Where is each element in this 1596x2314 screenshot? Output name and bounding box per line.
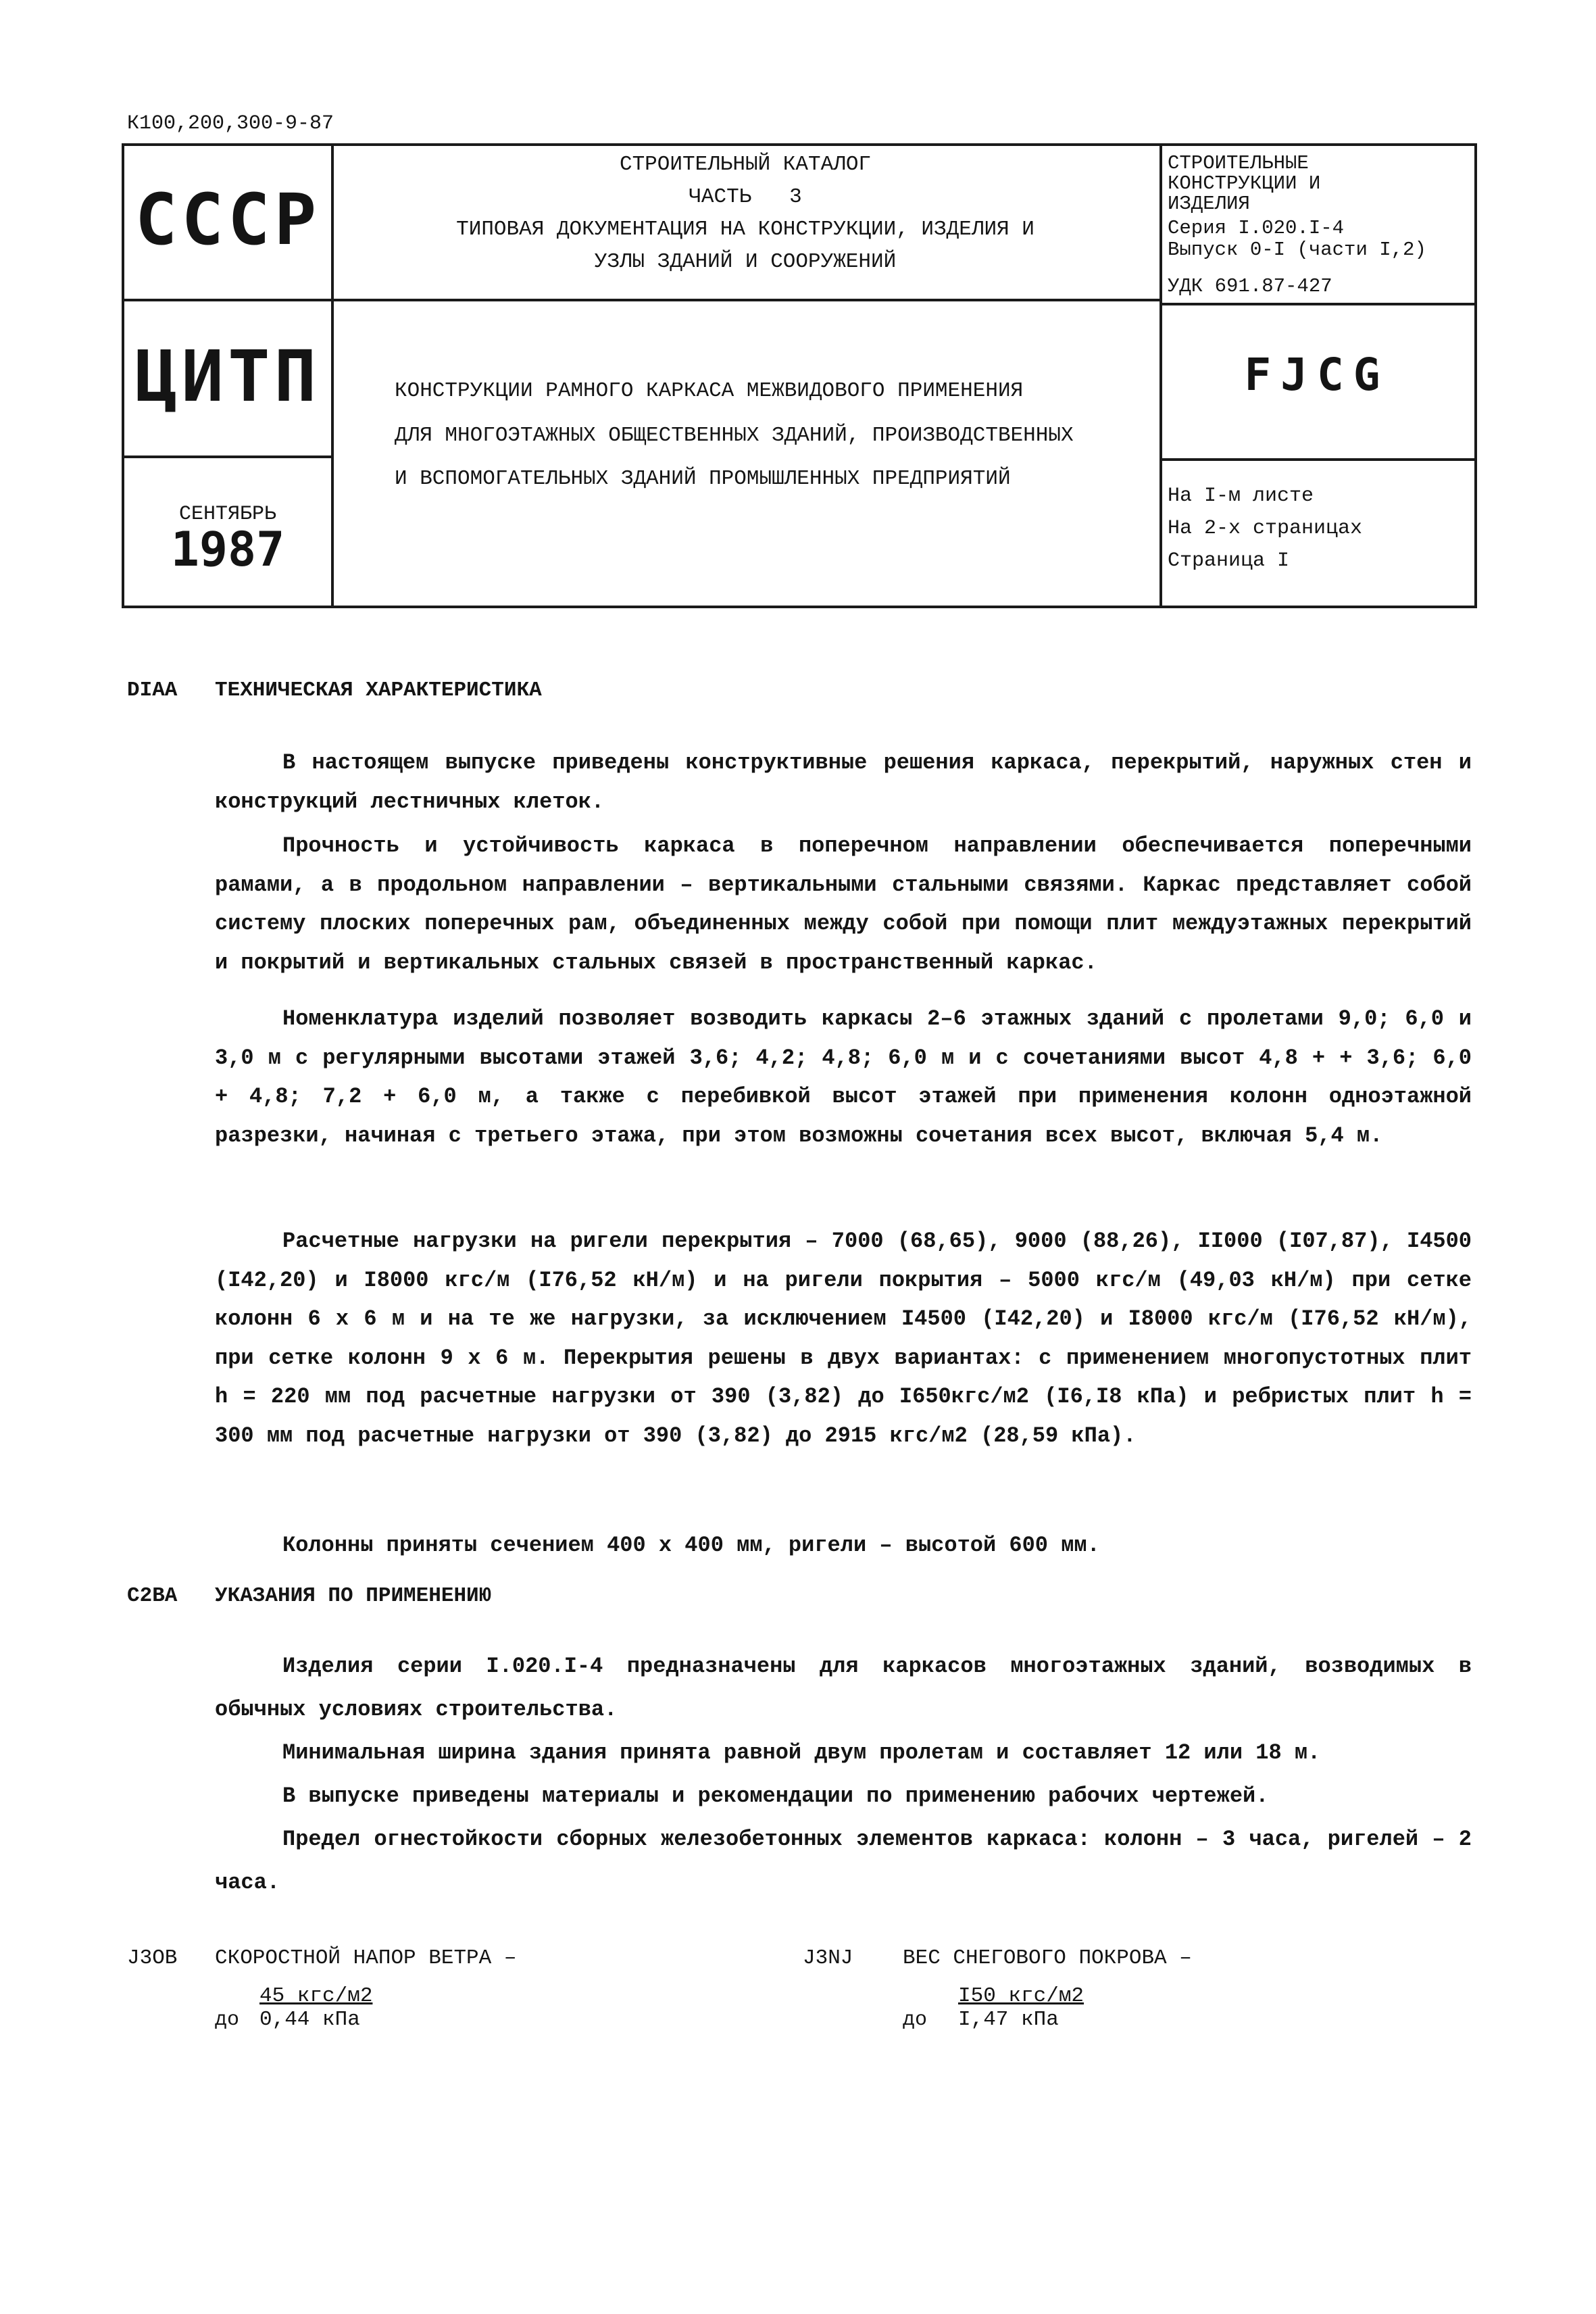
snow-kpa: I,47 кПа: [958, 2008, 1059, 2032]
title-line: КОНСТРУКЦИИ РАМНОГО КАРКАСА МЕЖВИДОВОГО ПРИМЕНЕНИЯ: [395, 379, 1024, 403]
year-label: 1987: [170, 522, 285, 577]
header-divider: [331, 299, 1159, 301]
wind-title: СКОРОСТНОЙ НАПОР ВЕТРА –: [215, 1946, 517, 1970]
paragraph: Колонны приняты сечением 400 х 400 мм, ригели – высотой 600 мм.: [282, 1533, 1100, 1558]
series-line: Серия I.020.I-4: [1168, 217, 1345, 239]
paragraph: Номенклатура изделий позволяет возводить каркасы 2–6 этажных зданий с пролетами 9,0; 6,0 и 3,0 м с регулярными высотами этажей 3,6; 4,2; 4,8; 6,0 м и с сочетаниями высот 4,8 + + 3,6; 6,0 + 4,8; 7,2 + 6,0 м, а также с перебивкой высот этажей при применения колонн одноэтажной разрезки, начиная с третьего этажа, при этом возможны сочетания всех высот, включая 5,4 м.: [215, 1006, 1472, 1148]
title-line: ДЛЯ МНОГОЭТАЖНЫХ ОБЩЕСТВЕННЫХ ЗДАНИЙ, ПРОИЗВОДСТВЕННЫХ: [395, 424, 1074, 447]
document-code: К100,200,300-9-87: [127, 112, 334, 135]
paragraph: Изделия серии I.020.I-4 предназначены для каркасов многоэтажных зданий, возводимых в обычных условиях строительства.: [215, 1654, 1472, 1722]
paragraph: Предел огнестойкости сборных железобетонных элементов каркаса: колонн – 3 часа, ригелей – 2 часа.: [215, 1827, 1472, 1895]
section-code: DIAA: [127, 679, 178, 702]
snow-prefix: до: [903, 2009, 928, 2032]
wind-kgf: 45 кгс/м2: [259, 1984, 373, 2008]
series-line: КОНСТРУКЦИИ И: [1168, 172, 1321, 195]
catalog-line: УЗЛЫ ЗДАНИЙ И СООРУЖЕНИЙ: [594, 250, 897, 274]
title-line: И ВСПОМОГАТЕЛЬНЫХ ЗДАНИЙ ПРОМЫШЛЕННЫХ ПРЕДПРИЯТИЙ: [395, 467, 1011, 491]
header-divider: [1159, 458, 1474, 461]
paragraph: В выпуске приведены материалы и рекомендации по применению рабочих чертежей.: [282, 1783, 1269, 1808]
pages-count: На 2-х страницах: [1168, 517, 1363, 540]
snow-code: J3NJ: [803, 1946, 853, 1970]
series-line: ИЗДЕЛИЯ: [1168, 193, 1250, 215]
header-divider: [124, 456, 331, 458]
paragraph: Прочность и устойчивость каркаса в поперечном направлении обеспечивается поперечными рамами, а в продольном направлении – вертикальными стальными связями. Каркас представляет собой систему плоских поперечных рам, объединенных между собой при помощи плит междуэтажных перекрытий и покрытий и вертикальных стальных связей в пространственный каркас.: [215, 833, 1472, 975]
section-title: ТЕХНИЧЕСКАЯ ХАРАКТЕРИСТИКА: [215, 679, 542, 702]
citp-mark: ЦИТП: [134, 335, 321, 418]
paragraph: Расчетные нагрузки на ригели перекрытия – 7000 (68,65), 9000 (88,26), II000 (I07,87), I4500 (I42,20) и I8000 кгс/м (I76,52 кН/м) и на ригели покрытия – 5000 кгс/м (49,03 кН/м) при сетке колонн 6 х 6 м и на те же нагрузки, за исключением I4500 (I42,20) и I8000 кгс/м (I76,52 кН/м), при сетке колонн 9 х 6 м. Перекрытия решены в двух вариантах: с применением многопустотных плит h = 220 мм под расчетные нагрузки от 390 (3,82) до I650кгс/м2 (I6,I8 кПа) и ребристых плит h = 300 мм под расчетные нагрузки от 390 (3,82) до 2915 кгс/м2 (28,59 кПа).: [215, 1229, 1472, 1448]
wind-code: J3OB: [127, 1946, 178, 1970]
paragraph: В настоящем выпуске приведены конструктивные решения каркаса, перекрытий, наружных стен и конструкций лестничных клеток.: [215, 750, 1472, 814]
series-line: СТРОИТЕЛЬНЫЕ: [1168, 152, 1309, 174]
wind-kpa: 0,44 кПа: [259, 2008, 360, 2032]
sheets-count: На I-м листе: [1168, 485, 1314, 508]
classification-code: FJCG: [1244, 349, 1390, 401]
catalog-line: СТРОИТЕЛЬНЫЙ КАТАЛОГ: [619, 153, 872, 176]
header-divider: [124, 299, 331, 301]
page-number: Страница I: [1168, 549, 1290, 572]
snow-value: [958, 1984, 1084, 2032]
section-code: C2BA: [127, 1584, 178, 1608]
section-title: УКАЗАНИЯ ПО ПРИМЕНЕНИЮ: [215, 1584, 492, 1608]
wind-value: [259, 1984, 372, 2032]
wind-prefix: до: [215, 2009, 240, 2032]
catalog-line: ТИПОВАЯ ДОКУМЕНТАЦИЯ НА КОНСТРУКЦИИ, ИЗДЕЛИЯ И: [456, 218, 1034, 241]
header-divider: [1159, 303, 1474, 305]
snow-title: ВЕС СНЕГОВОГО ПОКРОВА –: [903, 1946, 1192, 1970]
paragraph: Минимальная ширина здания принята равной двум пролетам и составляет 12 или 18 м.: [282, 1740, 1321, 1765]
month-label: СЕНТЯБРЬ: [178, 503, 277, 526]
udk-line: УДК 691.87-427: [1168, 275, 1332, 297]
series-line: Выпуск 0-I (части I,2): [1168, 239, 1426, 261]
ussr-mark: СССР: [134, 178, 321, 261]
snow-kgf: I50 кгс/м2: [958, 1984, 1084, 2008]
header-table: [122, 143, 1477, 608]
catalog-line: ЧАСТЬ 3: [689, 185, 802, 209]
